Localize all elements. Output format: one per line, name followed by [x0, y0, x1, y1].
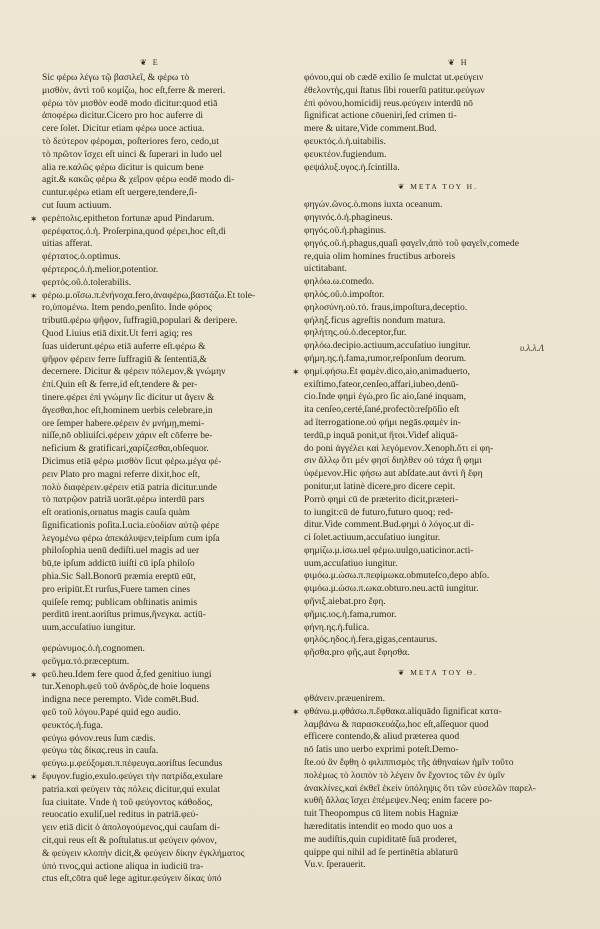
dictionary-line: ἀνακλίνες,καὶ ἐκθεῖ ἐκείν ὑπόληψις ὅτι τῶν εὐσελῶν παρελ-	[304, 782, 536, 794]
dictionary-line: ad ïterrogatione.οὐ φήμι negās.φαμὲν in-	[304, 416, 461, 428]
dictionary-line: ſuas uiderunt.φέρω etiā auferre eſt.φέρω &	[42, 340, 206, 352]
dictionary-line: ρειν Plato pro magni referre dixit,hoc eſt,	[42, 468, 200, 480]
dictionary-line: ψῆφον φέρειν ferre ſuffragiū & ſententiā,&	[42, 353, 207, 365]
dictionary-line: Vu.v. ſperauerit.	[304, 859, 366, 871]
dictionary-line: ctus eſt,cōtra quē lege agitur.φεύγειν δίκας ὑπό	[42, 873, 222, 885]
dictionary-line: ἄγεσθαι,hoc eſt,hominem uerbis celebrare,in	[42, 404, 213, 416]
dictionary-line: φεύγω.μ.φεύξομαι.π.πέφευγα.aoriſtus ſecundus	[42, 758, 223, 770]
dictionary-line: ὑφέμενον.Hic φήσω aut abſdate.aut ἀντὶ ἢ ἔφη	[304, 468, 483, 480]
dictionary-line: ci ſolet.actiuum,accuſatiuo iungitur.	[304, 532, 441, 544]
dictionary-line: φηλοσύνη.οὐ.τό. fraus,impoſtura,deceptio.	[304, 301, 468, 313]
dictionary-line: uictitabant.	[304, 263, 347, 275]
dictionary-line: to iungit:cū de futuro,futuro quoq; red-	[304, 506, 454, 518]
dictionary-line: cuntur.φέρω etiam eſt uergere,tendere,ſi-	[42, 187, 198, 199]
dictionary-entry-marked: ✶ φεῦ.heu.Idem fere quod ἆ,fed genitiuo iungi	[42, 669, 297, 682]
dictionary-line: efficere contendo,& aliud præterea quod	[304, 731, 460, 743]
dictionary-line: ita cenſeo,certé,ſané,profectò:reſpōſio eſt	[304, 404, 460, 416]
dictionary-line: ore ſemper habere.φέρειν ἐν μνήμῃ,memi-	[42, 417, 205, 429]
dictionary-line: uum,accuſatiuo iungitur.	[42, 622, 136, 634]
dictionary-entry-marked: ✶ φέρω.μ.οἴσω.π.ἐνήνοχα.fero,ἀναφέρω,βαστάζω.Et tole-	[42, 290, 297, 303]
dictionary-entry-marked: ✶ φθάνω.μ.φθάσω.π.ἔφθακα.aliquādo ſignificat κατα-	[304, 706, 572, 719]
dictionary-line: Porrò φημὶ cū de præterito dicit,præteri-	[304, 493, 459, 505]
dictionary-line: φηλήτης.οὐ.ὁ.deceptor,fur.	[304, 327, 407, 339]
dictionary-line: φηγών.ῶνος.ὁ.mons iuxta oceanum.	[304, 199, 443, 211]
dictionary-line: me audiſtis,quin cupiditatē ſuā proderet,	[304, 833, 457, 845]
dictionary-line: ro,ὑπομένω. Item pendo,penſito. Inde φόρος	[42, 302, 212, 314]
left-column	[42, 72, 297, 886]
dictionary-line: cit,qui reus eſt & poſtulatus.ut φεύγειν φόνον,	[42, 835, 217, 847]
dictionary-line: τὸ δεύτερον φέρομαι, poſteriores fero, cedo,ut	[42, 135, 219, 147]
dictionary-line: πολὺ διαφέρειν.φέρειν etiā patria dicitur.unde	[42, 481, 218, 493]
dictionary-line: ὑπό τινος,qui actione aliqua in iudiciū tra-	[42, 860, 204, 872]
column-gap	[304, 685, 572, 693]
dictionary-line: mere & uitare,Vide comment.Bud.	[304, 123, 437, 135]
dictionary-line: ἐπὶ φόνου,homicidij reus.φεύγειν interdū nō	[304, 97, 473, 109]
dictionary-line: πολέμως τὸ λοιπὸν τὸ λέγειν ὅν ἔχοντος τῶν ἐν ὑμῖν	[304, 769, 505, 781]
dictionary-line: φηλός.οῦ.ὁ.impoſtor.	[304, 288, 385, 300]
page-header-right: ❦ H	[448, 58, 469, 67]
dictionary-entry-marked: ✶ φημί.φήσω.Et φαμὲν.dico,aio,animaduerto,	[304, 366, 572, 379]
dictionary-line: μισθὸν, ἀντὶ τοῦ κομίζω, hoc eſt,ferre & mereri.	[42, 84, 226, 96]
dictionary-line: φήληξ.ficus agreſtis nondum matura.	[304, 314, 446, 326]
dictionary-line: uum,accuſatiuo iungitur.	[304, 557, 398, 569]
section-heading: ❦ ΜΕΤΑ ΤΟΥ Η.	[398, 182, 478, 192]
dictionary-line: Dicimus etiā φέρω μισθὸν ſicut φέρω.μέγα φέ-	[42, 455, 222, 467]
section-heading: ❦ ΜΕΤΑ ΤΟΥ Θ.	[398, 668, 478, 678]
dictionary-line: φηγός.οῦ.ἡ.phaginus.	[304, 224, 387, 236]
dictionary-line: ſua ciuitate. Vnde ἡ τοῦ φεύγοντος κάθοδος,	[42, 796, 213, 808]
dictionary-line: tinere.φέρει ἐπὶ γνώμην ſic dicitur ut ἄγειν &	[42, 391, 215, 403]
dictionary-line: γειν etiā dicit ὁ ἀπολογούμενος,qui cauſam di-	[42, 822, 221, 834]
dictionary-line: quippe qui nihil ad ſe pertinētia ablaturū	[304, 846, 458, 858]
dictionary-line: φῆμις.ιος.ἡ.fama,rumor.	[304, 608, 397, 620]
dictionary-line: φευκτέον.fugiendum.	[304, 148, 387, 160]
dictionary-line: ſignificat actione cōueniri,ſed crimen ti-	[304, 110, 457, 122]
dictionary-line: decernere. Dicitur & φέρειν πόλεμον,& γνώμην	[42, 366, 226, 378]
dictionary-line: φεύγω φόνον.reus ſum cædis.	[42, 732, 156, 744]
dictionary-line: φευκτός.ἡ.fuga.	[42, 719, 103, 731]
dictionary-line: φιμόω.μ.ώσω.π.πεφίμωκα.obmuteſco,depo abſo.	[304, 570, 490, 582]
dictionary-line: tuit Theopompus cū litem nobis Hagniæ	[304, 808, 459, 820]
page-header-left: ❦ E	[140, 58, 160, 67]
dictionary-line: tributū.φέρω ψῆφον, ſuffragiū,populari & deripere.	[42, 315, 238, 327]
dictionary-line: Sic φέρω λέγω τῷ βασιλεῖ, & φέρω τὸ	[42, 72, 190, 83]
dictionary-line: ἐπί.Quin eſt & ferre,id eſt,tendere & per-	[42, 379, 198, 391]
dictionary-line: pro eripiūt.Et rurſus,Fuere tamen cines	[42, 583, 191, 595]
dictionary-line: φῆσθα.pro φῆς,aut ἔφησθα.	[304, 647, 410, 659]
dictionary-line: φεῦ τοῦ λόγου.Papé quid ego audio.	[42, 707, 181, 719]
dictionary-line: φῆνιξ.aiebat.pro ἔφη.	[304, 596, 386, 608]
dictionary-line: agit.& κακῶς φέρω & χεῖρον φέρω eodē modo di-	[42, 174, 235, 186]
dictionary-line: reuocatio exuliſ,uel reditus in patriā.φεύ-	[42, 809, 199, 821]
dictionary-line: cio.Inde φημὶ ἐγὼ,pro ſic aio,ſané inquam,	[304, 391, 467, 403]
dictionary-entry-marked: ✶ ἔφυγον.fugio,exulo.φεύγει τὴν πατρίδα,exulare	[42, 771, 297, 784]
dictionary-line: τὸ πατρῷον patriā uorāt.φέρω interdū pars	[42, 494, 205, 506]
dictionary-line: nō ſatis uno uerbo exprimi poteſt.Demo-	[304, 744, 459, 756]
dictionary-line: niſſe,nō obliuiſci.φέρειν χάριν eſt cōferre be-	[42, 430, 213, 442]
dictionary-line: tur.Xenoph.φεῦ τοῦ ἀνδρὸς,de hoie loquens	[42, 681, 210, 693]
dictionary-line: ponitur,ut latinè dicere,pro dicere cepit.	[304, 480, 456, 492]
dictionary-line: φημίζω.μ.ίσω.uel φέμω.uulgo,uaticinor.acti-	[304, 544, 474, 556]
dictionary-line: alia re.καλῶς φέρω dicitur is quicum bene	[42, 161, 204, 173]
dictionary-line: φήνη.ης.ἡ.fulica.	[304, 621, 370, 633]
dictionary-line: ſte.οὐ ἂν ἔφθη ὁ φιλιππισμὸς τῆς ἀθηναίων ἡμῖν τοῦτο	[304, 757, 514, 769]
dictionary-line: κυθῆ ἄλλας ἴσχει ἐπέμεψεν.Neq; enim facere po-	[304, 795, 493, 807]
dictionary-line: philoſophia uenū dediſti.uel magis ad uer	[42, 545, 200, 557]
column-gap	[42, 635, 297, 643]
dictionary-line: terdū,p inquā ponit,ut ἤτοι.Videf aliquā-	[304, 429, 458, 441]
dictionary-line: do poni ἀγγέλει καὶ λεγόμενον.Xenoph.ὅτι εἰ φη-	[304, 442, 494, 454]
margin-annotation: υ.λ.λ.Λ	[520, 343, 545, 353]
dictionary-line: ſignificationis poſita.Lucia.εὐοδίαν αὐτῷ φέρε	[42, 519, 220, 531]
dictionary-line: cut ſuum actiuum.	[42, 199, 112, 211]
dictionary-line: patria.καὶ φεύγειν τὰς πόλεις dicitur,qui exulat	[42, 783, 221, 795]
dictionary-line: φερώνυμος.ὁ.ἡ.cognomen.	[42, 643, 145, 655]
dictionary-line: & φεύγειν κλοπὴν dicit,& φεύγειν δίκην ἐγκλήματος	[42, 847, 245, 859]
dictionary-line: φήμη.ης.ἡ.fama,rumor,reſponſum deorum.	[304, 352, 467, 364]
dictionary-line: Quod Liuius etiā dixit.Ut ferri agiq; res	[42, 327, 193, 339]
dictionary-line: φερτός.οῦ.ὁ.tolerabilis.	[42, 276, 132, 288]
dictionary-entry-marked: ✶ φερέπολις.epitheton fortunæ apud Pindarum.	[42, 213, 297, 226]
dictionary-line: φέρτατος.ὁ.optimus.	[42, 251, 121, 263]
dictionary-line: φιμόω.μ.ώσω.π.ωκα.obturo.neu.actū iungitur.	[304, 583, 479, 595]
dictionary-line: re,quia olim homines fructibus arboreis	[304, 250, 456, 262]
dictionary-line: φεψάλυξ.υγος.ἡ.ſcintilla.	[304, 161, 400, 173]
right-column	[304, 72, 572, 872]
dictionary-line: ἀποφέρω dicitur.Cicero pro hoc auferre di	[42, 110, 204, 122]
dictionary-line: φηγινός.ὁ.ἡ.phagineus.	[304, 212, 393, 224]
dictionary-line: indigna nece peremptο. Vide comēt.Bud.	[42, 694, 199, 706]
dictionary-line: φεῦγμα.τό.præceptum.	[42, 655, 130, 667]
dictionary-line: cere ſolet. Dicitur etiam φέρω uoce actiua.	[42, 123, 205, 135]
dictionary-line: perditū irent.aoriſtus primus,ἤνεγκα. actiū-	[42, 609, 206, 621]
dictionary-line: λαμβάνω & παρασκευάζω,hoc eſt,aſſequor quod	[304, 718, 489, 730]
dictionary-line: φέρτερος.ὁ.ἡ.melior,potentior.	[42, 263, 159, 275]
dictionary-line: φευκτός.ὁ.ἡ.uitabilis.	[304, 135, 386, 147]
dictionary-line: φηγός.οῦ.ἡ.phagus,quaſi φαγεῖν,ἀπὸ τοῦ φαγεῖν,comede	[304, 237, 519, 249]
dictionary-line: φηλόω.ω.comedo.	[304, 276, 375, 288]
dictionary-line: φηλόω.decipio.actiuum,accuſatiuo iungitur.	[304, 340, 471, 352]
dictionary-line: quiſeſe remq; publicam obſtinatis animis	[42, 596, 198, 608]
dictionary-line: ditur.Vide comment.Bud.φημὶ ὁ λόγος.ut di-	[304, 519, 475, 531]
dictionary-line: uitias afferat.	[42, 238, 93, 250]
dictionary-line: λεγομένω φέρω ἀπεκάλυψεν,teipſum cum ipſa	[42, 532, 220, 544]
dictionary-line: φεύγω τὰς δίκας.reus in cauſa.	[42, 745, 159, 757]
dictionary-line: hæreditatis intendit eo modo quo uos a	[304, 821, 453, 833]
dictionary-line: eſt orationis,ornatus magis cauſa quàm	[42, 507, 190, 519]
dictionary-line: τὸ πρῶτον ἴσχει eſt uinci & ſuperari in ludo uel	[42, 148, 223, 160]
dictionary-line: φθάνειν.præuenirem.	[304, 693, 386, 705]
dictionary-line: φέρω τὸν μισθὸν eodē modo dicitur:quod etiā	[42, 97, 218, 109]
dictionary-line: σιν ἄλλῳ ὅτι μέν φησί διηλθεν οὐ τάχα ἢ φημι	[304, 455, 482, 467]
dictionary-line: phia.Sic Sall.Bonorū præmia ereptū eūt,	[42, 571, 196, 583]
dictionary-line: bū,te ipſum addictū iuiſti cū ipſa philoſo	[42, 558, 195, 570]
dictionary-line: ἐθελοντὴς,qui ſtatus ſibi rouerſū patitur.φεύγων	[304, 84, 485, 96]
dictionary-line: exiſtimo,fateor,cenſeo,affari,iubeo,denū-	[304, 378, 459, 390]
dictionary-line: φερέφατος.ὁ.ἡ. Proſerpina,quod φέρει,hoc eſt,di	[42, 225, 226, 237]
dictionary-line: φηλός.ηδος.ἡ.fera,gigas,centaurus.	[304, 634, 438, 646]
dictionary-line: φόνου,qui ob cædē exilio ſe mulctat ut.φεύγειν	[304, 72, 484, 83]
dictionary-line: neficium & gratificari,χαρίζεσθαι,obſequor.	[42, 443, 209, 455]
